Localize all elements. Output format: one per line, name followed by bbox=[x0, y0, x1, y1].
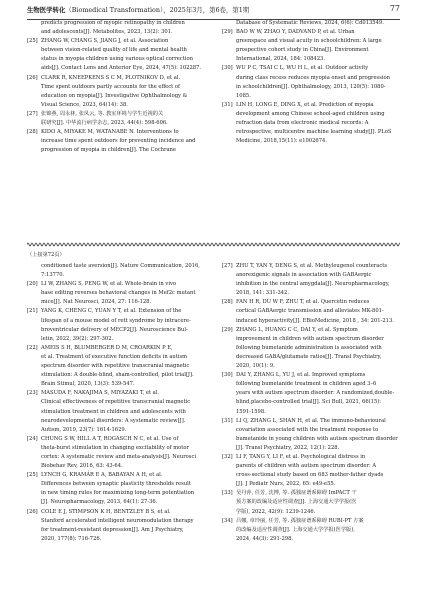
reference-line: theta-burst stimulation in changing excitability of motor bbox=[41, 444, 189, 451]
reference-line: 2020, 177(8): 716-726. bbox=[41, 535, 102, 542]
reference-line: neurodevelopmental disorders: A systematic review[J]. bbox=[41, 417, 186, 424]
reference-line: refraction data from electronic medical records: A bbox=[236, 120, 369, 127]
reference-line: cortical GABAergic transmission and alleviates MK-801- bbox=[236, 308, 384, 315]
reference-line: FAN H R, DU W F, ZHU T, et al. Quercetin reduces bbox=[236, 299, 370, 306]
reference-line: predicts progression of myopic retinopathy in children bbox=[41, 20, 185, 26]
reference-line: mice[J]. Nat Neurosci, 2024, 27: 116-128. bbox=[41, 299, 152, 306]
reference-entry bbox=[222, 28, 400, 64]
reference-entry bbox=[27, 389, 206, 434]
reference-line: decreased GABA/glutamate ratios[J]. Transl Psychiatry, bbox=[236, 353, 382, 360]
reference-number: [34] bbox=[222, 517, 233, 524]
reference-line: inhibition in the central amygdala[J]. Neuropharmacology, bbox=[236, 281, 390, 288]
reference-line: YANG K, CHENG C, YUAN Y T, et al. Extension of the bbox=[41, 308, 182, 315]
reference-line: induced hyperactivity[J]. EBioMedicine, 2018 , 34: 201-213. bbox=[236, 317, 394, 324]
reference-number: [29] bbox=[222, 326, 233, 333]
reference-line: in schoolchildren[J]. Ophthalmology, 2013, 120(5): 1080- bbox=[236, 83, 386, 90]
reference-line: 7:13770. bbox=[41, 272, 65, 279]
reference-number: [32] bbox=[222, 453, 233, 460]
reference-line: 联研究[J]. 中华流行病学杂志, 2023, 44(4): 598-606. bbox=[41, 120, 168, 127]
reference-number: [23] bbox=[27, 390, 38, 397]
reference-line: improvement in children with autism spectrum disorder bbox=[236, 335, 384, 342]
reference-line: for treatment-resistant depression[J]. Am J Psychiatry, bbox=[41, 526, 184, 533]
reference-line: LIN H, LONG E, DING X, et al. Prediction of myopia bbox=[236, 101, 374, 108]
reference-line: 吕娜, 章玲丽, 任芳, 等. 孤独症谱系障碍 RUBI-PT 方案 bbox=[236, 517, 364, 524]
reference-entry bbox=[222, 19, 400, 28]
reference-line: spectrum disorder with repetitive transcranial magnetic bbox=[41, 363, 190, 370]
reference-line: CHUNG S W, HILL A T, ROGASCH N C, et al. Use of bbox=[41, 435, 179, 442]
reference-line: status in myopia children using various optical correction bbox=[41, 56, 193, 63]
reference-line: LI W, ZHANG S, PENG W, et al. Whole-brain in vivo bbox=[41, 281, 177, 288]
reference-number: [30] bbox=[222, 65, 233, 72]
reference-number: [21] bbox=[27, 308, 38, 315]
reference-entry bbox=[222, 453, 400, 489]
reference-line: Time spent outdoors partly accounts for the effect of bbox=[41, 83, 180, 90]
reference-line: ZHANG L, HUANG C C, DAI Y, et al. Symptom bbox=[236, 326, 358, 333]
top-right-references bbox=[222, 19, 400, 146]
reference-line: Differences between synaptic plasticity thresholds result bbox=[41, 481, 191, 488]
reference-line: Biobehav Rev, 2016, 63: 43-64. bbox=[41, 463, 123, 470]
reference-line: CLARK R, KNEEPKENS S C M, PLOTNIKOV D, et al. bbox=[41, 74, 181, 81]
reference-line: prospective cohort study in China[J]. Environment bbox=[236, 47, 369, 54]
reference-line: development among Chinese school-aged children using bbox=[236, 110, 385, 117]
reference-entry bbox=[27, 262, 206, 280]
reference-number: [27] bbox=[222, 263, 233, 269]
reference-number: [28] bbox=[222, 299, 233, 306]
reference-line: 学版), 2022, 42(9): 1239-1246. bbox=[236, 508, 316, 515]
reference-line: following bumetanide treatment in children aged 3–6 bbox=[236, 381, 377, 388]
reference-entry bbox=[27, 508, 206, 544]
reference-line: stimulation: A double-blind, sham-controlled, pilot trial[J]. bbox=[41, 372, 194, 379]
reference-entry bbox=[27, 435, 206, 471]
journal-title-issue: （Biomedical Transformation），2025年3月，第6卷，第1期 bbox=[65, 6, 250, 14]
reference-line: 2020, 10(1): 9. bbox=[236, 363, 275, 370]
reference-line: letin, 2022, 39(2): 297-302. bbox=[41, 335, 114, 342]
reference-number: [29] bbox=[222, 29, 233, 36]
reference-entry bbox=[27, 19, 206, 37]
reference-line: AMEIS S H, BLUMBERGER D M, CROARKIN P E, bbox=[41, 344, 173, 351]
reference-line: LYNCH G, KRAMÁR E A, BABAYAN A H, et al. bbox=[41, 472, 163, 479]
reference-number: [25] bbox=[27, 472, 38, 479]
reference-line: LI Q, ZHANG L, SHAN H, et al. The immuno-behavioural bbox=[236, 417, 386, 424]
reference-entry bbox=[27, 128, 206, 155]
reference-entry bbox=[27, 471, 206, 507]
reference-line: COLE E J, STIMPSON K H, BENTZLEY B S, et al. bbox=[41, 508, 171, 515]
reference-line: ZHU T, YAN Y, DENG S, et al. Methyleugenol counteracts bbox=[236, 263, 388, 269]
reference-number: [24] bbox=[27, 435, 38, 442]
reference-line: BAO W W, ZHAO Y, DADVAND P, et al. Urban bbox=[236, 29, 355, 36]
reference-entry bbox=[222, 101, 400, 146]
reference-entry bbox=[222, 298, 400, 325]
reference-line: increase time spent outdoors for preventing incidence and bbox=[41, 138, 196, 145]
reference-line: 的改编及适应性调查[J]. 上海交通大学学报(医学版), bbox=[236, 526, 355, 533]
reference-line: 吴丹萍, 任芳, 沈博, 等. 孤独症谱系障碍 ImPACT 干 bbox=[236, 490, 357, 497]
reference-line: anorexigenic signals in association with GABAergic bbox=[236, 272, 372, 279]
reference-line: 1591-1598. bbox=[236, 408, 266, 415]
reference-number: [25] bbox=[27, 38, 38, 45]
reference-number: [27] bbox=[27, 110, 38, 117]
reference-line: education on myopia[J]. Investigative Ophthalmology & bbox=[41, 92, 188, 99]
reference-entry bbox=[222, 326, 400, 371]
reference-line: during class recess reduces myopia onset and progression bbox=[236, 74, 391, 81]
reference-line: et al. Treatment of executive function deficits in autism bbox=[41, 353, 188, 360]
reference-entry bbox=[222, 417, 400, 453]
reference-line: 2024, 44(3): 291-298. bbox=[236, 535, 294, 542]
reference-line: Clinical effectiveness of repetitive transcranial magnetic bbox=[41, 399, 191, 406]
reference-line: WU P C, TSAI C L, WU H L, et al. Outdoor activity bbox=[236, 65, 369, 72]
reference-line: greenspace and visual acuity in schoolchildren: A large bbox=[236, 38, 382, 45]
reference-line: LI F, TANG Y, LI F, et al. Psychological distress in bbox=[236, 453, 366, 460]
reference-entry bbox=[222, 489, 400, 516]
reference-entry bbox=[222, 371, 400, 416]
reference-number: [28] bbox=[27, 129, 38, 136]
reference-number: [26] bbox=[27, 508, 38, 515]
reference-entry bbox=[27, 344, 206, 389]
reference-number: [31] bbox=[222, 417, 233, 424]
reference-entry bbox=[27, 74, 206, 110]
reference-line: cross-sectional study based on 683 mother-father dyads bbox=[236, 472, 384, 479]
reference-line: [J]. Neuropharmacology, 2013, 64(1): 27-36. bbox=[41, 499, 158, 506]
reference-line: blind,placebo-controlled trial[J]. Sci Bull, 2021, 66(15): bbox=[236, 399, 382, 406]
reference-entry bbox=[222, 517, 400, 544]
top-left-references bbox=[27, 19, 206, 155]
continued-from-note: （上接第72页） bbox=[27, 252, 65, 258]
reference-number: [26] bbox=[27, 74, 38, 81]
reference-line: DAI Y, ZHANG L, YU J, et al. Improved symptoms bbox=[236, 372, 366, 379]
reference-line: MASUDA F, NAKAJIMA S, MIYAZAKI T, et al. bbox=[41, 390, 160, 397]
reference-line: 2018, 141: 331-342. bbox=[236, 290, 290, 297]
reference-entry bbox=[222, 64, 400, 100]
reference-line: between vision-related quality of life and mental health bbox=[41, 47, 187, 54]
reference-line: 1085. bbox=[236, 92, 251, 99]
bottom-left-references bbox=[27, 262, 206, 544]
reference-entry bbox=[27, 307, 206, 343]
bottom-right-references bbox=[222, 262, 400, 544]
reference-line: bumetanide in young children with autism spectrum disorder bbox=[236, 435, 398, 442]
wavy-section-divider bbox=[27, 241, 400, 248]
reference-number: [20] bbox=[27, 281, 38, 288]
reference-number: [31] bbox=[222, 101, 233, 108]
reference-entry bbox=[27, 37, 206, 73]
reference-line: Medicine, 2018,15(11): e1002674. bbox=[236, 138, 327, 145]
reference-line: cortex: A systematic review and meta-analysis[J]. Neurosci bbox=[41, 453, 197, 460]
reference-line: parents of children with autism spectrum disorder: A bbox=[236, 463, 377, 470]
reference-line: [J]. Transl Psychiatry, 2022, 12(1): 228. bbox=[236, 444, 340, 451]
reference-line: Visual Science, 2023, 64(14): 38. bbox=[41, 101, 128, 108]
reference-number: [22] bbox=[27, 344, 38, 351]
reference-line: broventricular delivery of MECP2[J]. Neuroscience Bul- bbox=[41, 326, 188, 333]
reference-line: progression of myopia in children[J]. The Cochrane bbox=[41, 147, 176, 154]
reference-line: International, 2024, 184: 108423. bbox=[236, 56, 325, 63]
journal-title bbox=[27, 5, 249, 14]
reference-line: 张锦燕, 周永林, 张凤云, 等. 教室环境与学生近视的关 bbox=[41, 110, 164, 117]
reference-line: [J]. J Pediatr Nurs, 2022, 65: e49-e55. bbox=[236, 481, 336, 488]
reference-entry bbox=[27, 280, 206, 307]
reference-number: [30] bbox=[222, 372, 233, 379]
reference-line: stimulation treatment in children and adolescents with bbox=[41, 408, 186, 415]
reference-line: lifespan of a mouse model of rett syndrome by intracere- bbox=[41, 317, 191, 324]
reference-line: in new timing rules for maximizing long-term potentiation bbox=[41, 490, 195, 497]
reference-line: 预方案的改编及适应性调查[J]. 上海交通大学学报(医 bbox=[236, 499, 357, 506]
reference-line: ZHANG W, CHANG S, JIANG J, et al. Association bbox=[41, 38, 169, 45]
page-number: 77 bbox=[389, 4, 400, 13]
reference-line: Brain Stimul, 2020, 13(3): 539-547. bbox=[41, 381, 135, 388]
reference-line: covariation associated with the treatment response to bbox=[236, 426, 379, 433]
reference-line: and adolescents[J]. Metabolites, 2023, 13(2): 301. bbox=[41, 29, 173, 36]
reference-number: [33] bbox=[222, 490, 233, 497]
reference-line: Autism, 2019, 23(7): 1614-1629. bbox=[41, 426, 127, 433]
reference-line: years with autism spectrum disorder: A randomized,double- bbox=[236, 390, 395, 397]
journal-title-cn: 生物医学转化 bbox=[27, 6, 66, 14]
reference-line: aids[J]. Contact Lens and Anterior Eye, 2024, 47(5): 102287. bbox=[41, 65, 201, 72]
reference-entry bbox=[27, 110, 206, 128]
reference-entry bbox=[222, 262, 400, 298]
reference-line: following bumetanide administration is associated with bbox=[236, 344, 382, 351]
reference-line: Stanford accelerated intelligent neuromodulation therapy bbox=[41, 517, 194, 524]
reference-line: base editing reverses behavioral changes in Mef2c mutant bbox=[41, 290, 196, 297]
running-header bbox=[27, 3, 400, 17]
reference-line: conditioned taste aversion[J]. Nature Communication, 2016, bbox=[41, 263, 200, 269]
reference-line: retrospective, multicentre machine learning study[J]. PLoS bbox=[236, 129, 392, 136]
reference-line: Database of Systematic Reviews, 2024, 6(6): Cd013549. bbox=[236, 20, 384, 26]
reference-line: KIDO A, MIYAKE M, WATANABE N. Interventions to bbox=[41, 129, 179, 136]
